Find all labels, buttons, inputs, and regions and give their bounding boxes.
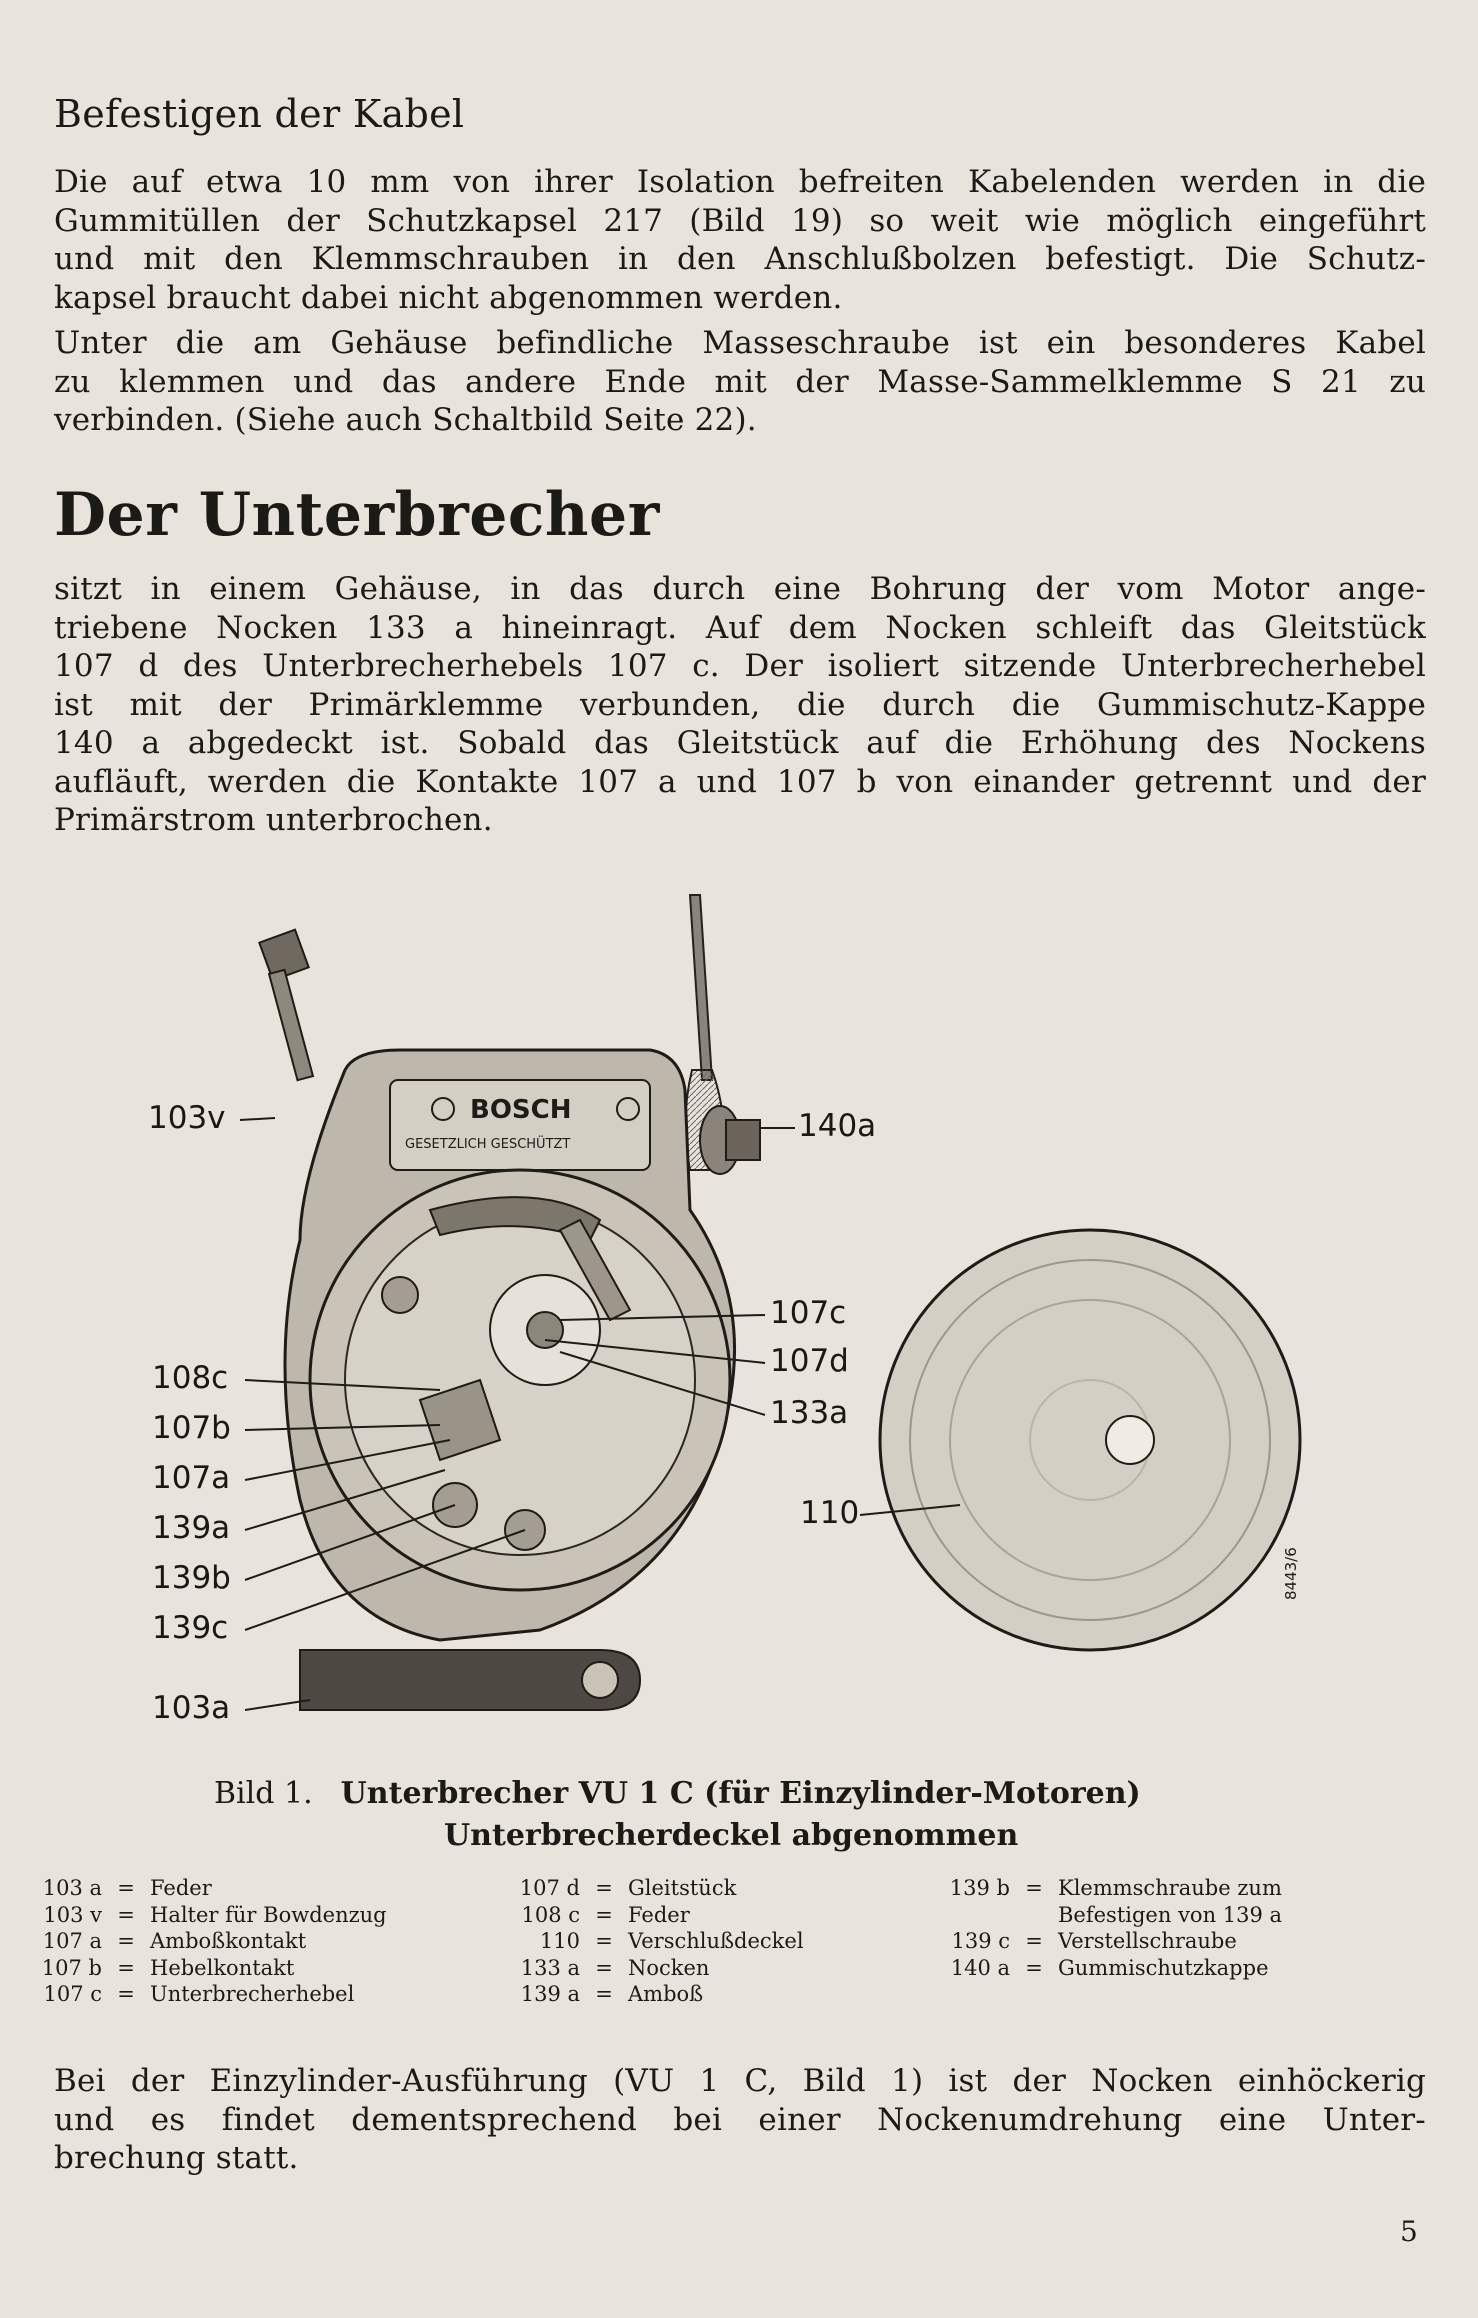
legend-column-3	[928, 1875, 1282, 1981]
legend-text: Verstellschraube	[1058, 1929, 1237, 1953]
figure-title: Unterbrecher VU 1 C (für Einzylinder-Motoren)	[340, 1776, 1141, 1811]
label-139c: 139c	[152, 1610, 229, 1646]
section-heading-befestigen: Befestigen der Kabel	[54, 92, 465, 136]
legend-code: 139 a	[520, 1982, 580, 2006]
text-line: 107 d des Unterbrecherhebels 107 c. Der isoliert sitzende Unterbrecherhebel	[54, 648, 1426, 684]
label-103a: 103a	[152, 1690, 231, 1726]
legend-text: Gummischutzkappe	[1058, 1955, 1269, 1980]
legend-text: Befestigen von 139 a	[1058, 1902, 1283, 1927]
text-line: und es findet dementsprechend bei einer Nockenumdrehung eine Unter-	[54, 2101, 1426, 2138]
label-103v: 103v	[148, 1100, 226, 1136]
text-line: Bei der Einzylinder-Ausführung (VU 1 C, Bild 1) ist der Nocken einhöckerig	[54, 2063, 1426, 2099]
legend-item	[928, 1955, 1282, 1982]
housing-small-text: GESETZLICH GESCHÜTZT	[405, 1137, 571, 1152]
label-108c: 108c	[152, 1360, 229, 1396]
label-139b: 139b	[152, 1560, 231, 1596]
text-line: verbinden. (Siehe auch Schaltbild Seite 22).	[54, 402, 757, 438]
text-line: sitzt in einem Gehäuse, in das durch eine Bohrung der vom Motor ange-	[54, 571, 1426, 607]
label-107b: 107b	[152, 1410, 231, 1446]
legend-item	[498, 1981, 804, 2008]
label-107a: 107a	[152, 1460, 231, 1496]
paragraph-kabel-1	[54, 163, 1426, 317]
text-line: und mit den Klemmschrauben in den Anschlußbolzen befestigt. Die Schutz-	[54, 241, 1426, 277]
legend-equals: =	[1025, 1929, 1043, 1953]
legend-text: Feder	[628, 1902, 690, 1927]
text-line: kapsel braucht dabei nicht abgenommen werden.	[54, 279, 843, 316]
legend-item	[20, 1928, 387, 1955]
legend-code: 107 c	[43, 1982, 102, 2006]
legend-item	[20, 1875, 387, 1902]
paragraph-einzylinder	[54, 2062, 1426, 2178]
legend-code: 140 a	[950, 1955, 1010, 1980]
legend-equals: =	[117, 1876, 135, 1900]
housing-brand-text: BOSCH	[470, 1095, 572, 1125]
breaker-housing-drawing	[259, 930, 760, 1710]
legend-item	[20, 1955, 387, 1982]
paragraph-kabel-2	[54, 324, 1426, 440]
text-line: Primärstrom unterbrochen.	[54, 802, 493, 838]
legend-code: 108 c	[521, 1902, 580, 1927]
legend-item	[498, 1902, 804, 1929]
legend-item	[498, 1928, 804, 1955]
text-line: Unter die am Gehäuse befindliche Masseschraube ist ein besonderes Kabel	[54, 325, 1426, 361]
legend-text: Hebelkontakt	[150, 1955, 295, 1980]
legend-text: Gleitstück	[628, 1876, 737, 1900]
legend-code: 139 b	[949, 1876, 1010, 1900]
section-heading-unterbrecher: Der Unterbrecher	[54, 480, 660, 550]
text-line: brechung statt.	[54, 2140, 299, 2176]
text-line: triebene Nocken 133 a hineinragt. Auf dem Nocken schleift das Gleitstück	[54, 609, 1426, 646]
drawing-number: 8443/6	[1282, 1547, 1300, 1600]
text-line: aufläuft, werden die Kontakte 107 a und 107 b von einander getrennt und der	[54, 763, 1426, 800]
figure-unterbrecher	[0, 880, 1478, 1760]
legend-equals: =	[1025, 1955, 1043, 1980]
legend-code: 103 v	[43, 1902, 102, 1927]
legend-code: 103 a	[42, 1876, 102, 1900]
legend-equals: =	[1025, 1876, 1043, 1900]
legend-item	[20, 1981, 387, 2008]
figure-number: Bild 1.	[214, 1776, 313, 1811]
legend-equals: =	[595, 1876, 613, 1900]
label-107c: 107c	[770, 1295, 847, 1331]
legend-text: Feder	[150, 1876, 212, 1900]
legend-text: Nocken	[628, 1955, 710, 1980]
text-line: Gummitüllen der Schutzkapsel 217 (Bild 19) so weit wie möglich eingeführt	[54, 202, 1426, 239]
legend-text: Amboß	[628, 1982, 704, 2006]
legend-equals: =	[117, 1982, 135, 2006]
label-133a: 133a	[770, 1395, 849, 1431]
legend-code: 133 a	[520, 1955, 580, 1980]
legend-item	[498, 1875, 804, 1902]
figure-subtitle: Unterbrecherdeckel abgenommen	[444, 1818, 1019, 1853]
text-line: zu klemmen und das andere Ende mit der Masse-Sammelklemme S 21 zu	[54, 363, 1426, 400]
legend-text: Verschlußdeckel	[628, 1929, 804, 1953]
legend-code: 139 c	[951, 1929, 1010, 1953]
legend-text: Amboßkontakt	[150, 1929, 307, 1953]
page-number: 5	[1400, 2215, 1418, 2248]
label-139a: 139a	[152, 1510, 231, 1546]
legend-column-2	[498, 1875, 804, 2008]
legend-item	[498, 1955, 804, 1982]
legend-item	[928, 1875, 1282, 1902]
legend-item	[20, 1902, 387, 1929]
label-107d: 107d	[770, 1343, 849, 1379]
legend-column-1	[20, 1875, 387, 2008]
legend-text: Klemmschraube zum	[1058, 1876, 1282, 1900]
legend-item-continuation	[928, 1902, 1282, 1929]
legend-equals: =	[595, 1982, 613, 2006]
legend-equals: =	[595, 1955, 613, 1980]
legend-equals: =	[595, 1929, 613, 1953]
legend-code: 107 b	[41, 1955, 102, 1980]
text-line: Die auf etwa 10 mm von ihrer Isolation befreiten Kabelenden werden in die	[54, 164, 1426, 200]
legend-item	[928, 1928, 1282, 1955]
legend-text: Unterbrecherhebel	[150, 1982, 355, 2006]
legend-text: Halter für Bowdenzug	[150, 1902, 387, 1927]
legend-equals: =	[117, 1929, 135, 1953]
legend-equals: =	[595, 1902, 613, 1927]
cover-drawing	[880, 1230, 1300, 1650]
legend-code: 110	[539, 1929, 580, 1953]
label-110: 110	[800, 1495, 860, 1531]
label-140a: 140a	[798, 1108, 877, 1144]
legend-equals: =	[117, 1902, 135, 1927]
text-line: ist mit der Primärklemme verbunden, die durch die Gummischutz-Kappe	[54, 686, 1426, 723]
legend-code: 107 a	[42, 1929, 102, 1953]
text-line: 140 a abgedeckt ist. Sobald das Gleitstück auf die Erhöhung des Nockens	[54, 725, 1426, 761]
legend-equals: =	[117, 1955, 135, 1980]
legend-code: 107 d	[519, 1876, 580, 1900]
paragraph-unterbrecher	[54, 570, 1426, 840]
figure-caption	[214, 1776, 1141, 1811]
